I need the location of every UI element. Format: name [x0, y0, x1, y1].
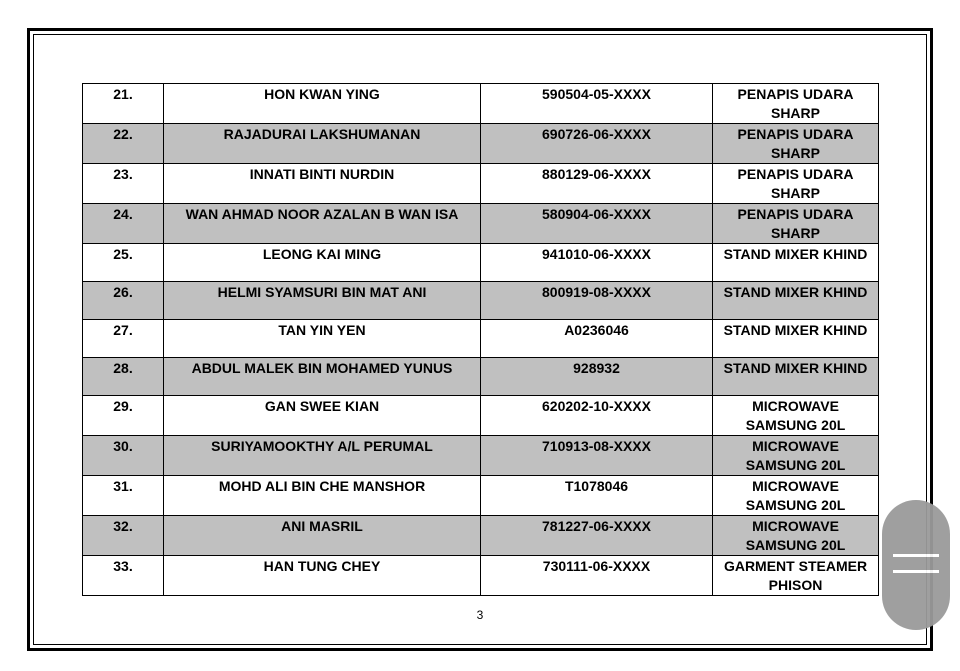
table-row: [83, 476, 879, 516]
table-row: [83, 204, 879, 244]
ic-number: 781227-06-XXXX: [481, 516, 713, 556]
row-number: 26.: [83, 282, 164, 320]
prize: STAND MIXER KHIND: [713, 282, 879, 320]
prize: MICROWAVE SAMSUNG 20L: [713, 476, 879, 516]
table-row: [83, 436, 879, 476]
ic-number: 590504-05-XXXX: [481, 84, 713, 124]
ic-number: 730111-06-XXXX: [481, 556, 713, 596]
ic-number: T1078046: [481, 476, 713, 516]
row-number: 32.: [83, 516, 164, 556]
row-number: 23.: [83, 164, 164, 204]
menu-lines-icon: [893, 554, 939, 557]
table-row: [83, 282, 879, 320]
ic-number: 620202-10-XXXX: [481, 396, 713, 436]
row-number: 28.: [83, 358, 164, 396]
winner-name: INNATI BINTI NURDIN: [164, 164, 481, 204]
row-number: 25.: [83, 244, 164, 282]
prize: STAND MIXER KHIND: [713, 320, 879, 358]
menu-lines-icon: [893, 570, 939, 573]
winner-name: HELMI SYAMSURI BIN MAT ANI: [164, 282, 481, 320]
ic-number: 580904-06-XXXX: [481, 204, 713, 244]
winner-name: WAN AHMAD NOOR AZALAN B WAN ISA: [164, 204, 481, 244]
prize: MICROWAVE SAMSUNG 20L: [713, 436, 879, 476]
ic-number: 941010-06-XXXX: [481, 244, 713, 282]
row-number: 31.: [83, 476, 164, 516]
table-row: [83, 124, 879, 164]
ic-number: 710913-08-XXXX: [481, 436, 713, 476]
ic-number: 800919-08-XXXX: [481, 282, 713, 320]
table-row: [83, 84, 879, 124]
row-number: 21.: [83, 84, 164, 124]
winner-name: ANI MASRIL: [164, 516, 481, 556]
ic-number: 880129-06-XXXX: [481, 164, 713, 204]
prize: MICROWAVE SAMSUNG 20L: [713, 516, 879, 556]
ic-number: 690726-06-XXXX: [481, 124, 713, 164]
winner-name: RAJADURAI LAKSHUMANAN: [164, 124, 481, 164]
prize: PENAPIS UDARA SHARP: [713, 164, 879, 204]
row-number: 33.: [83, 556, 164, 596]
winner-name: GAN SWEE KIAN: [164, 396, 481, 436]
table-row: [83, 320, 879, 358]
table-row: [83, 396, 879, 436]
winner-name: MOHD ALI BIN CHE MANSHOR: [164, 476, 481, 516]
winner-name: HAN TUNG CHEY: [164, 556, 481, 596]
row-number: 27.: [83, 320, 164, 358]
row-number: 24.: [83, 204, 164, 244]
page-number: 3: [476, 608, 484, 622]
row-number: 29.: [83, 396, 164, 436]
prize: MICROWAVE SAMSUNG 20L: [713, 396, 879, 436]
table-row: [83, 516, 879, 556]
prize: STAND MIXER KHIND: [713, 358, 879, 396]
prize: GARMENT STEAMER PHISON: [713, 556, 879, 596]
row-number: 22.: [83, 124, 164, 164]
row-number: 30.: [83, 436, 164, 476]
winner-name: LEONG KAI MING: [164, 244, 481, 282]
table-row: [83, 244, 879, 282]
winner-name: SURIYAMOOKTHY A/L PERUMAL: [164, 436, 481, 476]
winner-name: HON KWAN YING: [164, 84, 481, 124]
winner-name: ABDUL MALEK BIN MOHAMED YUNUS: [164, 358, 481, 396]
prize: PENAPIS UDARA SHARP: [713, 204, 879, 244]
prize: PENAPIS UDARA SHARP: [713, 84, 879, 124]
prize: STAND MIXER KHIND: [713, 244, 879, 282]
prize: PENAPIS UDARA SHARP: [713, 124, 879, 164]
table-row: [83, 358, 879, 396]
winner-name: TAN YIN YEN: [164, 320, 481, 358]
table-row: [83, 164, 879, 204]
winners-table: [82, 83, 879, 596]
table-row: [83, 556, 879, 596]
ic-number: A0236046: [481, 320, 713, 358]
ic-number: 928932: [481, 358, 713, 396]
scroll-handle[interactable]: [882, 500, 950, 630]
